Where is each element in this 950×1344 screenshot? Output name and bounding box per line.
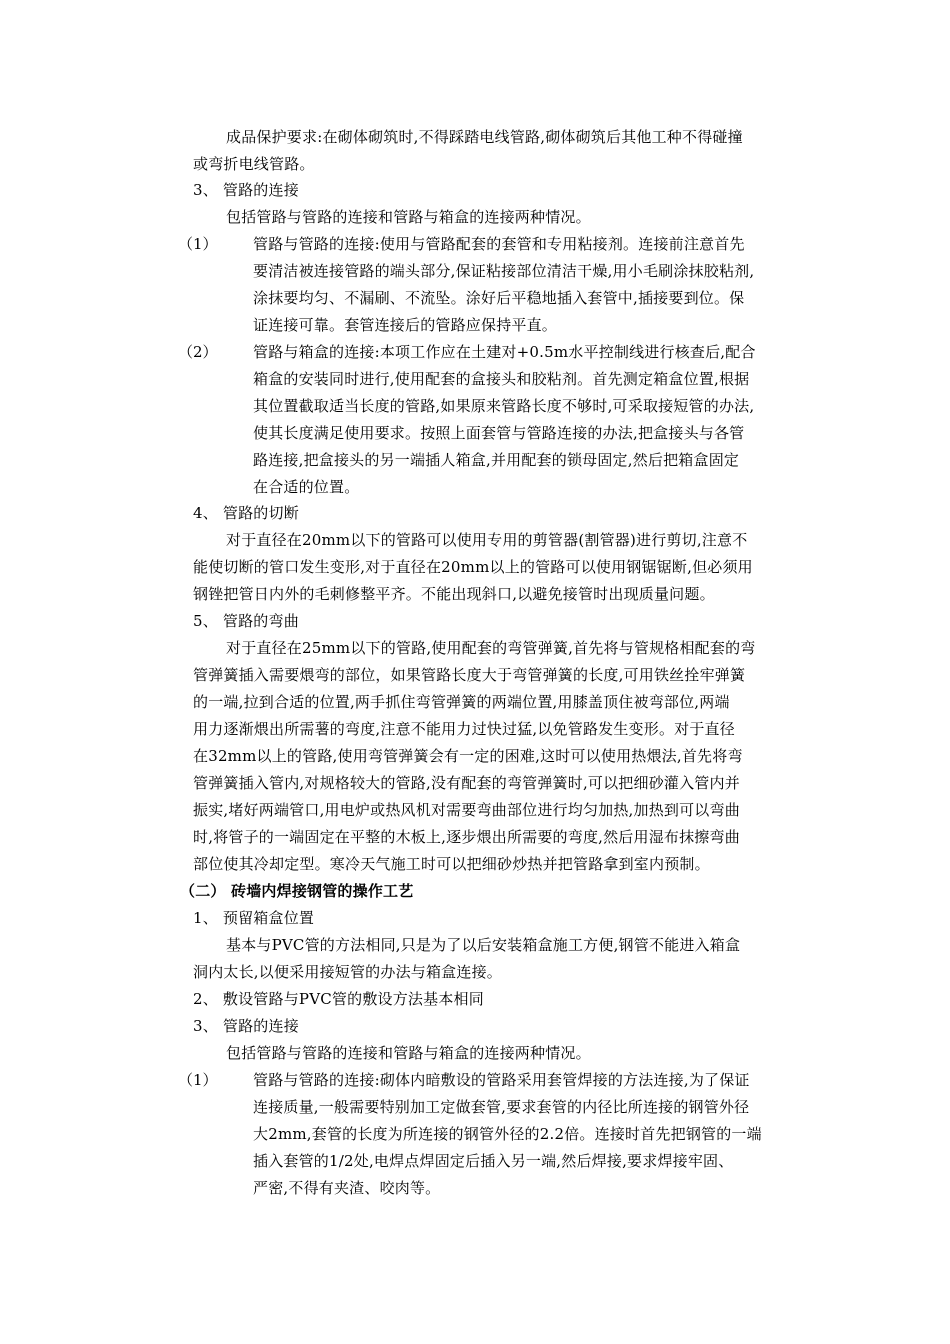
paragraph-line: 振实,堵好两端管口,用电炉或热风机对需要弯曲部位进行均匀加热,加热到可以弯曲	[193, 801, 740, 819]
paragraph-line: 包括管路与管路的连接和管路与箱盒的连接两种情况。	[226, 1044, 591, 1062]
paragraph-line: 在32mm以上的管路,使用弯管弹簧会有一定的困难,这时可以使用热煨法,首先将弯	[193, 747, 743, 765]
paragraph-line: 管弹簧插入需要煨弯的部位，如果管路长度大于弯管弹簧的长度,可用铁丝拴牢弹簧	[193, 666, 746, 684]
paragraph-line: 洞内太长,以便采用接短管的办法与箱盒连接。	[193, 963, 502, 981]
paragraph-line: 时,将管子的一端固定在平整的木板上,逐步煨出所需要的弯度,然后用湿布抹擦弯曲	[193, 828, 740, 846]
paragraph-line: 管弹簧插入管内,对规格较大的管路,没有配套的弯管弹簧时,可以把细砂灌入管内并	[193, 774, 740, 792]
paragraph-line: 能使切断的管口发生变形,对于直径在20mm以上的管路可以使用钢锯锯断,但必须用	[193, 558, 753, 576]
paragraph-line: 或弯折电线管路。	[193, 155, 315, 173]
list-number: （1）	[178, 1071, 218, 1089]
list-item-line: 大2mm,套管的长度为所连接的钢管外径的2.2倍。连接时首先把钢管的一端	[253, 1125, 762, 1143]
list-item-line: 在合适的位置。	[253, 478, 360, 496]
list-item-line: 连接质量,一般需要特别加工定做套管,要求套管的内径比所连接的钢管外径	[253, 1098, 750, 1116]
paragraph-line: 的一端,拉到合适的位置,两手抓住弯管弹簧的两端位置,用膝盖顶住被弯部位,两端	[193, 693, 730, 711]
list-item-line: 箱盒的安装同时进行,使用配套的盒接头和胶粘剂。首先测定箱盒位置,根据	[253, 370, 750, 388]
list-item-line: 涂抹要均匀、不漏刷、不流坠。涂好后平稳地插入套管中,插接要到位。保	[253, 289, 745, 307]
list-item-line: 管路与箱盒的连接:本项工作应在土建对+0.5m水平控制线进行核查后,配合	[253, 343, 756, 361]
paragraph-line: 包括管路与管路的连接和管路与箱盒的连接两种情况。	[226, 208, 591, 226]
paragraph-line: 部位使其冷却定型。寒冷天气施工时可以把细砂炒热并把管路拿到室内预制。	[193, 855, 710, 873]
paragraph-line: 对于直径在25mm以下的管路,使用配套的弯管弹簧,首先将与管规格相配套的弯	[226, 639, 756, 657]
list-item-line: 路连接,把盒接头的另一端插人箱盒,并用配套的锁母固定,然后把箱盒固定	[253, 451, 740, 469]
paragraph-line: 成品保护要求:在砌体砌筑时,不得踩踏电线管路,砌体砌筑后其他工种不得碰撞	[226, 128, 743, 146]
section-heading: 4、 管路的切断	[193, 504, 299, 522]
list-item-line: 严密,不得有夹渣、咬肉等。	[253, 1179, 441, 1197]
section-heading: 3、 管路的连接	[193, 1017, 299, 1035]
paragraph-line: 钢锉把管日内外的毛刺修整平齐。不能出现斜口,以避免接管时出现质量问题。	[193, 585, 715, 603]
section-heading: 3、 管路的连接	[193, 181, 299, 199]
paragraph-line: 对于直径在20mm以下的管路可以使用专用的剪管器(割管器)进行剪切,注意不	[226, 531, 748, 549]
list-item-line: 管路与管路的连接:砌体内暗敷设的管路采用套管焊接的方法连接,为了保证	[253, 1071, 750, 1089]
chapter-heading: （二） 砖墙内焊接钢管的操作工艺	[180, 882, 414, 900]
section-heading: 2、 敷设管路与PVC管的敷设方法基本相同	[193, 990, 484, 1008]
paragraph-line: 用力逐渐煨出所需薯的弯度,注意不能用力过快过猛,以免管路发生变形。对于直径	[193, 720, 735, 738]
list-item-line: 插入套管的1/2处,电焊点焊固定后插入另一端,然后焊接,要求焊接牢固、	[253, 1152, 734, 1170]
list-item-line: 其位置截取适当长度的管路,如果原来管路长度不够时,可采取接短管的办法,	[253, 397, 755, 415]
list-item-line: 使其长度满足使用要求。按照上面套管与管路连接的办法,把盒接头与各管	[253, 424, 745, 442]
list-item-line: 证连接可靠。套管连接后的管路应保持平直。	[253, 316, 558, 334]
section-heading: 5、 管路的弯曲	[193, 612, 299, 630]
list-item-line: 管路与管路的连接:使用与管路配套的套管和专用粘接剂。连接前注意首先	[253, 235, 745, 253]
list-number: （1）	[178, 235, 218, 253]
paragraph-line: 基本与PVC管的方法相同,只是为了以后安装箱盒施工方便,钢管不能进入箱盒	[226, 936, 741, 954]
section-heading: 1、 预留箱盒位置	[193, 909, 315, 927]
list-number: （2）	[178, 343, 218, 361]
list-item-line: 要清洁被连接管路的端头部分,保证粘接部位清洁干燥,用小毛刷涂抹胶粘剂,	[253, 262, 755, 280]
